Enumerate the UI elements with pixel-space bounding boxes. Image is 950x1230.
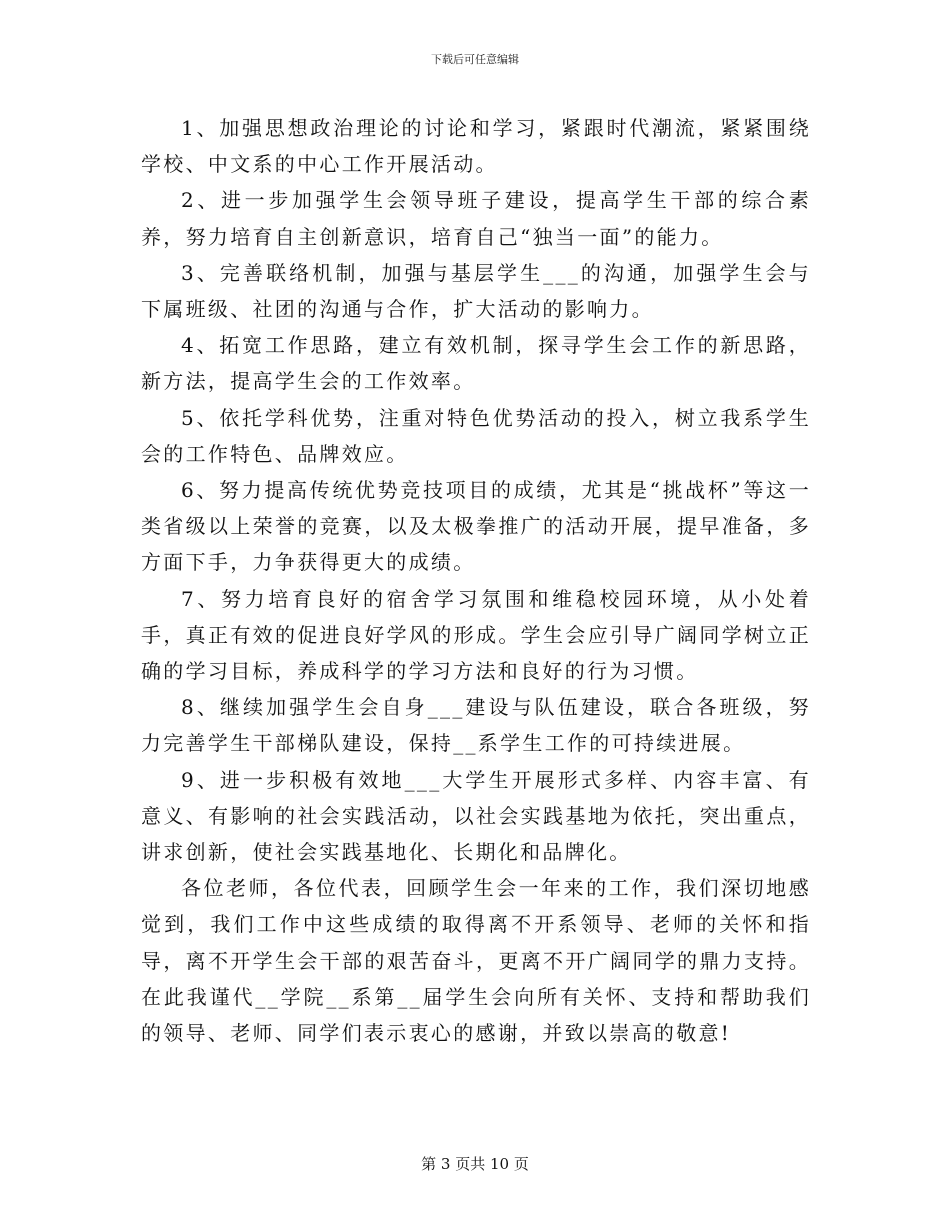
paragraph-1: 1、加强思想政治理论的讨论和学习，紧跟时代潮流，紧紧围绕学校、中文系的中心工作开展活动。 bbox=[141, 116, 811, 177]
paragraph-8: 8、继续加强学生会自身___建设与队伍建设，联合各班级，努力完善学生干部梯队建设，保持__系学生工作的可持续进展。 bbox=[141, 695, 811, 756]
paragraph-3: 3、完善联络机制，加强与基层学生___的沟通，加强学生会与下属班级、社团的沟通与合作，扩大活动的影响力。 bbox=[141, 260, 811, 322]
document-body bbox=[141, 110, 811, 1051]
page-number: 第 3 页共 10 页 bbox=[421, 1155, 529, 1173]
paragraph-9: 9、进一步积极有效地___大学生开展形式多样、内容丰富、有意义、有影响的社会实践活动，以社会实践基地为依托，突出重点，讲求创新，使社会实践基地化、长期化和品牌化。 bbox=[141, 767, 811, 865]
paragraph-closing: 各位老师，各位代表，回顾学生会一年来的工作，我们深切地感觉到，我们工作中这些成绩的取得离不开系领导、老师的关怀和指导，离不开学生会干部的艰苦奋斗，更离不开广阔同学的鼎力支持。在此我谨代__学院__系第__届学生会向所有关怀、支持和帮助我们的领导、老师、同学们表示衷心的感谢，并致以崇高的敬意! bbox=[141, 876, 811, 1046]
paragraph-7: 7、努力培育良好的宿舍学习氛围和维稳校园环境，从小处着手，真正有效的促进良好学风的形成。学生会应引导广阔同学树立正确的学习目标，养成科学的学习方法和良好的行为习惯。 bbox=[141, 586, 811, 684]
paragraph-4: 4、拓宽工作思路，建立有效机制，探寻学生会工作的新思路，新方法，提高学生会的工作效率。 bbox=[141, 333, 811, 394]
paragraph-6: 6、努力提高传统优势竞技项目的成绩，尤其是“挑战杯”等这一类省级以上荣誉的竞赛，以及太极拳推广的活动开展，提早准备，多方面下手，力争获得更大的成绩。 bbox=[141, 478, 811, 575]
page-header-note: 下载后可任意编辑 bbox=[431, 53, 519, 66]
paragraph-2: 2、进一步加强学生会领导班子建设，提高学生干部的综合素养，努力培育自主创新意识，培育自己“独当一面”的能力。 bbox=[141, 188, 811, 249]
paragraph-5: 5、依托学科优势，注重对特色优势活动的投入，树立我系学生会的工作特色、品牌效应。 bbox=[141, 405, 811, 466]
